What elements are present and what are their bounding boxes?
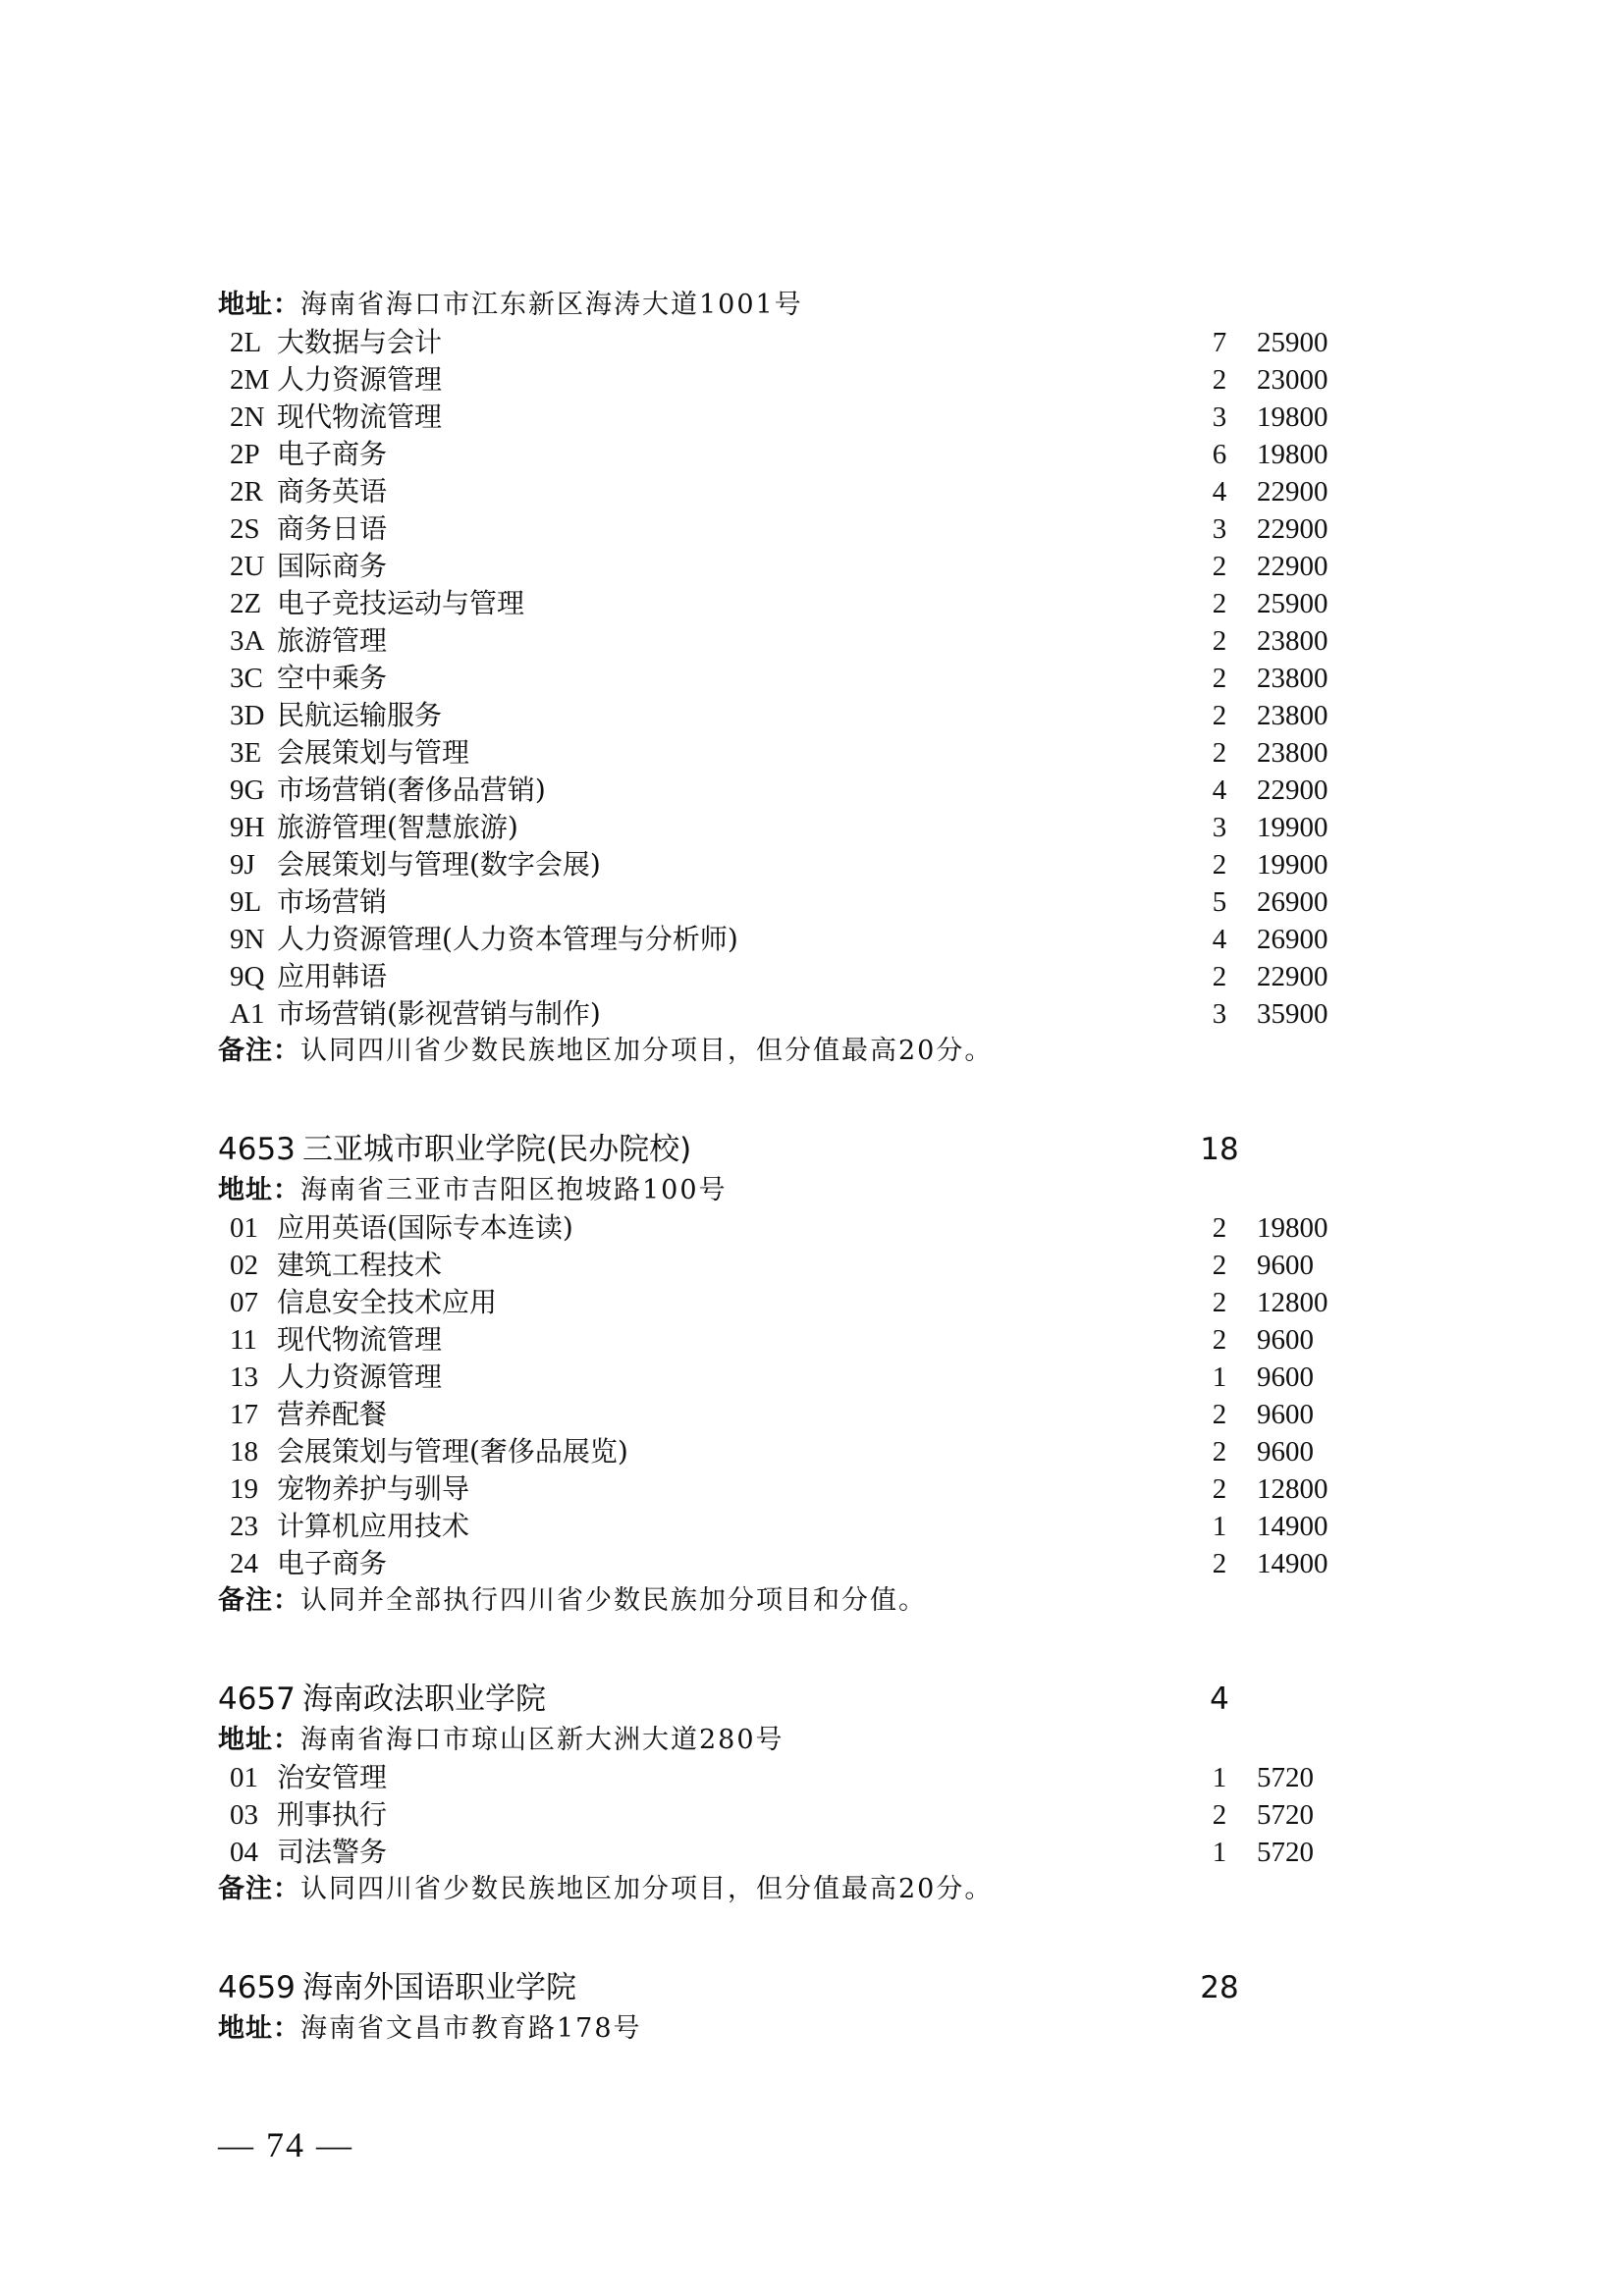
address-label: 地址：	[218, 1725, 300, 1755]
program-quota: 3	[1212, 812, 1227, 843]
program-code: 23	[230, 1511, 258, 1542]
note-line	[218, 1582, 1347, 1620]
program-quota: 1	[1212, 1511, 1227, 1542]
program-quota: 2	[1212, 700, 1227, 731]
page-number: — 74 —	[218, 2125, 353, 2164]
program-fee: 22900	[1257, 774, 1328, 806]
program-code: 13	[230, 1362, 258, 1393]
program-name: 人力资源管理(人力资本管理与分析师)	[277, 923, 738, 955]
program-row	[218, 585, 1347, 622]
program-code: 2S	[230, 513, 260, 545]
program-name: 空中乘务	[277, 662, 388, 694]
program-name: 市场营销	[277, 885, 388, 918]
program-quota: 5	[1212, 886, 1227, 918]
program-name: 刑事执行	[277, 1798, 388, 1831]
program-name: 国际商务	[277, 550, 388, 582]
program-row	[218, 1247, 1347, 1284]
program-fee: 9600	[1257, 1250, 1314, 1281]
program-name: 会展策划与管理(数字会展)	[277, 848, 601, 881]
school-header	[218, 1127, 1347, 1172]
program-code: 2Z	[230, 588, 262, 619]
program-name: 应用英语(国际专本连读)	[277, 1211, 573, 1244]
note-label: 备注：	[218, 1585, 300, 1616]
program-code: 11	[230, 1324, 257, 1356]
program-quota: 1	[1212, 1762, 1227, 1793]
program-row	[218, 1396, 1347, 1433]
address-line	[218, 1722, 1347, 1759]
program-code: A1	[230, 998, 265, 1030]
program-row	[218, 1209, 1347, 1247]
program-list	[218, 1759, 1347, 1871]
note-label: 备注：	[218, 1874, 300, 1904]
program-quota: 2	[1212, 663, 1227, 694]
program-quota: 2	[1212, 1473, 1227, 1505]
address-text: 海南省三亚市吉阳区抱坡路100号	[300, 1175, 728, 1205]
program-name: 人力资源管理	[277, 1361, 443, 1393]
program-row	[218, 1284, 1347, 1321]
program-code: 2R	[230, 476, 263, 507]
program-code: 18	[230, 1436, 258, 1468]
note-text: 认同四川省少数民族地区加分项目，但分值最高20分。	[300, 1036, 994, 1066]
address-text: 海南省海口市江东新区海涛大道1001号	[300, 290, 803, 320]
program-row	[218, 1545, 1347, 1582]
program-fee: 9600	[1257, 1436, 1314, 1468]
program-fee: 9600	[1257, 1324, 1314, 1356]
note-line	[218, 1033, 1347, 1070]
program-row	[218, 734, 1347, 772]
program-name: 商务英语	[277, 475, 388, 507]
program-code: 2U	[230, 551, 265, 582]
program-fee: 14900	[1257, 1548, 1328, 1579]
program-row	[218, 958, 1347, 995]
program-code: 07	[230, 1287, 258, 1318]
program-row	[218, 399, 1347, 436]
program-quota: 2	[1212, 1287, 1227, 1318]
program-code: 04	[230, 1837, 258, 1868]
program-row	[218, 1834, 1347, 1871]
program-fee: 26900	[1257, 886, 1328, 918]
program-name: 会展策划与管理	[277, 736, 470, 769]
program-fee: 19900	[1257, 812, 1328, 843]
program-quota: 2	[1212, 1212, 1227, 1244]
program-name: 司法警务	[277, 1836, 388, 1868]
address-line	[218, 2010, 1347, 2048]
program-quota: 2	[1212, 625, 1227, 657]
program-quota: 2	[1212, 1250, 1227, 1281]
program-name: 宠物养护与驯导	[277, 1472, 470, 1505]
program-fee: 9600	[1257, 1362, 1314, 1393]
program-row	[218, 883, 1347, 921]
address-line	[218, 287, 1347, 324]
program-quota: 1	[1212, 1837, 1227, 1868]
school-header	[218, 1965, 1347, 2010]
program-row	[218, 1796, 1347, 1834]
program-quota: 2	[1212, 364, 1227, 396]
program-row	[218, 473, 1347, 510]
school-id: 4653	[218, 1132, 296, 1167]
program-quota: 4	[1212, 924, 1227, 955]
program-name: 治安管理	[277, 1761, 388, 1793]
program-name: 人力资源管理	[277, 363, 443, 396]
program-quota: 4	[1212, 476, 1227, 507]
program-row	[218, 772, 1347, 809]
program-code: 01	[230, 1212, 258, 1244]
program-row	[218, 548, 1347, 585]
program-quota: 4	[1212, 774, 1227, 806]
program-name: 营养配餐	[277, 1398, 388, 1430]
school-id: 4659	[218, 1970, 296, 2005]
note-text: 认同并全部执行四川省少数民族加分项目和分值。	[300, 1585, 927, 1616]
program-name: 旅游管理(智慧旅游)	[277, 811, 518, 843]
program-name: 民航运输服务	[277, 699, 443, 731]
note-label: 备注：	[218, 1036, 300, 1066]
program-row	[218, 436, 1347, 473]
program-row	[218, 1759, 1347, 1796]
program-code: 02	[230, 1250, 258, 1281]
program-name: 电子商务	[277, 1547, 388, 1579]
program-fee: 22900	[1257, 551, 1328, 582]
program-quota: 2	[1212, 588, 1227, 619]
program-row	[218, 622, 1347, 660]
address-label: 地址：	[218, 1175, 300, 1205]
address-label: 地址：	[218, 2013, 300, 2044]
program-name: 旅游管理	[277, 624, 388, 657]
program-fee: 5720	[1257, 1799, 1314, 1831]
address-text: 海南省文昌市教育路178号	[300, 2013, 642, 2044]
program-fee: 23000	[1257, 364, 1328, 396]
school-total: 18	[1200, 1132, 1239, 1167]
program-row	[218, 1470, 1347, 1508]
program-name: 市场营销(影视营销与制作)	[277, 997, 601, 1030]
school-name: 海南外国语职业学院	[302, 1970, 576, 2005]
address-label: 地址：	[218, 290, 300, 320]
program-name: 电子商务	[277, 438, 388, 470]
program-name: 现代物流管理	[277, 1323, 443, 1356]
program-row	[218, 995, 1347, 1033]
program-row	[218, 660, 1347, 697]
program-code: 03	[230, 1799, 258, 1831]
program-row	[218, 809, 1347, 846]
program-name: 电子竞技运动与管理	[277, 587, 525, 619]
program-code: 01	[230, 1762, 258, 1793]
note-text: 认同四川省少数民族地区加分项目，但分值最高20分。	[300, 1874, 994, 1904]
program-code: 2L	[230, 327, 262, 358]
program-fee: 9600	[1257, 1399, 1314, 1430]
address-text: 海南省海口市琼山区新大洲大道280号	[300, 1725, 785, 1755]
program-quota: 6	[1212, 439, 1227, 470]
program-name: 现代物流管理	[277, 400, 443, 433]
address-line	[218, 1172, 1347, 1209]
program-quota: 2	[1212, 1548, 1227, 1579]
program-code: 3D	[230, 700, 265, 731]
program-row	[218, 361, 1347, 399]
program-fee: 12800	[1257, 1473, 1328, 1505]
program-fee: 19800	[1257, 439, 1328, 470]
program-code: 3E	[230, 737, 262, 769]
program-row	[218, 697, 1347, 734]
program-fee: 23800	[1257, 663, 1328, 694]
program-name: 计算机应用技术	[277, 1510, 470, 1542]
program-code: 2M	[230, 364, 270, 396]
program-fee: 22900	[1257, 961, 1328, 992]
program-fee: 5720	[1257, 1837, 1314, 1868]
program-code: 17	[230, 1399, 258, 1430]
program-fee: 25900	[1257, 327, 1328, 358]
school-total: 4	[1210, 1682, 1229, 1717]
program-fee: 5720	[1257, 1762, 1314, 1793]
program-code: 3C	[230, 663, 263, 694]
program-code: 9G	[230, 774, 265, 806]
program-fee: 12800	[1257, 1287, 1328, 1318]
program-list	[218, 1209, 1347, 1582]
program-fee: 23800	[1257, 700, 1328, 731]
program-name: 信息安全技术应用	[277, 1286, 498, 1318]
program-fee: 35900	[1257, 998, 1328, 1030]
program-code: 2N	[230, 401, 265, 433]
program-quota: 2	[1212, 551, 1227, 582]
program-quota: 2	[1212, 849, 1227, 881]
program-fee: 19900	[1257, 849, 1328, 881]
program-name: 建筑工程技术	[277, 1249, 443, 1281]
program-row	[218, 1359, 1347, 1396]
program-row	[218, 1433, 1347, 1470]
program-row	[218, 324, 1347, 361]
program-row	[218, 510, 1347, 548]
program-name: 大数据与会计	[277, 326, 443, 358]
program-code: 9N	[230, 924, 265, 955]
program-quota: 2	[1212, 737, 1227, 769]
program-quota: 2	[1212, 1324, 1227, 1356]
program-fee: 19800	[1257, 401, 1328, 433]
school-name: 三亚城市职业学院(民办院校)	[302, 1132, 692, 1167]
program-fee: 19800	[1257, 1212, 1328, 1244]
program-list	[218, 324, 1347, 1033]
program-fee: 23800	[1257, 737, 1328, 769]
program-code: 19	[230, 1473, 258, 1505]
program-row	[218, 1321, 1347, 1359]
program-name: 市场营销(奢侈品营销)	[277, 774, 546, 806]
program-code: 2P	[230, 439, 260, 470]
program-quota: 2	[1212, 1799, 1227, 1831]
program-name: 会展策划与管理(奢侈品展览)	[277, 1435, 628, 1468]
program-quota: 7	[1212, 327, 1227, 358]
school-total: 28	[1200, 1970, 1239, 2005]
program-quota: 2	[1212, 961, 1227, 992]
school-id: 4657	[218, 1682, 296, 1717]
program-code: 9J	[230, 849, 255, 881]
program-quota: 3	[1212, 401, 1227, 433]
program-code: 3A	[230, 625, 265, 657]
program-quota: 3	[1212, 513, 1227, 545]
program-name: 商务日语	[277, 512, 388, 545]
program-fee: 26900	[1257, 924, 1328, 955]
school-name: 海南政法职业学院	[302, 1682, 546, 1717]
program-quota: 2	[1212, 1436, 1227, 1468]
program-row	[218, 846, 1347, 883]
enrollment-listing	[218, 287, 1347, 2048]
program-quota: 3	[1212, 998, 1227, 1030]
program-code: 9H	[230, 812, 265, 843]
program-fee: 14900	[1257, 1511, 1328, 1542]
program-name: 应用韩语	[277, 960, 388, 992]
program-row	[218, 921, 1347, 958]
note-line	[218, 1871, 1347, 1908]
program-fee: 23800	[1257, 625, 1328, 657]
program-fee: 22900	[1257, 476, 1328, 507]
school-header	[218, 1677, 1347, 1722]
program-row	[218, 1508, 1347, 1545]
program-code: 24	[230, 1548, 258, 1579]
program-fee: 25900	[1257, 588, 1328, 619]
program-fee: 22900	[1257, 513, 1328, 545]
program-code: 9L	[230, 886, 262, 918]
program-quota: 1	[1212, 1362, 1227, 1393]
program-code: 9Q	[230, 961, 265, 992]
program-quota: 2	[1212, 1399, 1227, 1430]
